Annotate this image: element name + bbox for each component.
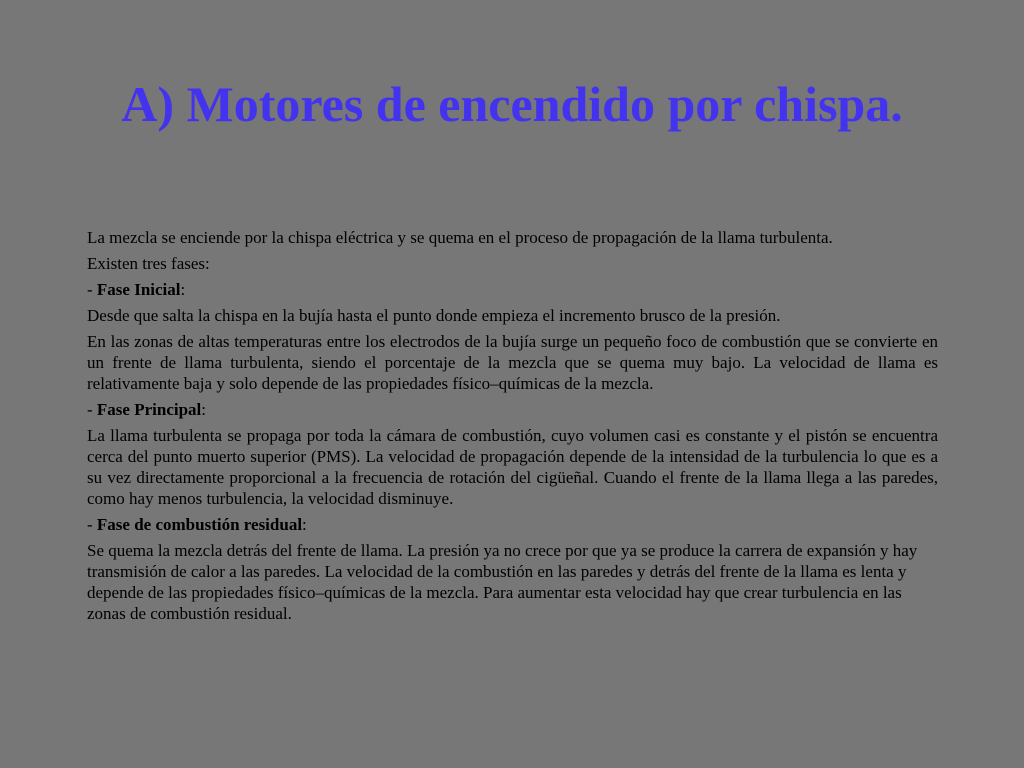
phase-name-principal: Fase Principal [96,400,202,419]
slide-title: A) Motores de encendido por chispa. [121,76,903,132]
slide-body [87,227,938,629]
phase-inicial-paragraph-1: Desde que salta la chispa en la bujía hasta el punto donde empieza el incremento brusco de la presión. [87,306,781,325]
phase-residual-paragraph-1: Se quema la mezcla detrás del frente de llama. La presión ya no crece por que ya se produce la carrera de expansión y hay transmisión de calor a las paredes. La velocidad de la combustión en las paredes y detrás del frente de la llama es lenta y depende de las propiedades físico–químicas de la mezcla. Para aumentar esta velocidad hay que crear turbulencia en las zonas de combustión residual. [87,541,918,623]
phase-suffix: : [201,400,207,419]
phase-name-inicial: Fase Inicial [96,280,181,299]
phases-intro: Existen tres fases: [87,254,210,273]
phase-prefix: - [87,515,97,534]
phase-prefix: - [87,400,97,419]
phase-principal-paragraph-1: La llama turbulenta se propaga por toda la cámara de combustión, cuyo volumen casi es constante y el pistón se encuentra cerca del punto muerto superior (PMS). La velocidad de propagación depende de la intensidad de la turbulencia lo que es a su vez directamente proporcional a la frecuencia de rotación del cigüeñal. Cuando el frente de la llama llega a las paredes, como hay menos turbulencia, la velocidad disminuye. [87,426,938,508]
phase-prefix: - [87,280,97,299]
phase-inicial-paragraph-2: En las zonas de altas temperaturas entre los electrodos de la bujía surge un pequeño foco de combustión que se convierte en un frente de llama turbulenta, siendo el porcentaje de la mezcla que se quema muy bajo. La velocidad de llama es relativamente baja y solo depende de las propiedades físico–químicas de la mezcla. [87,332,938,393]
phase-heading-principal [87,399,938,420]
phase-name-residual: Fase de combustión residual [96,515,303,534]
phase-suffix: : [302,515,307,534]
intro-paragraph: La mezcla se enciende por la chispa eléctrica y se quema en el proceso de propagación de la llama turbulenta. [87,228,833,247]
phase-heading-residual [87,514,938,535]
phase-suffix: : [180,280,186,299]
phase-heading-inicial [87,279,938,300]
